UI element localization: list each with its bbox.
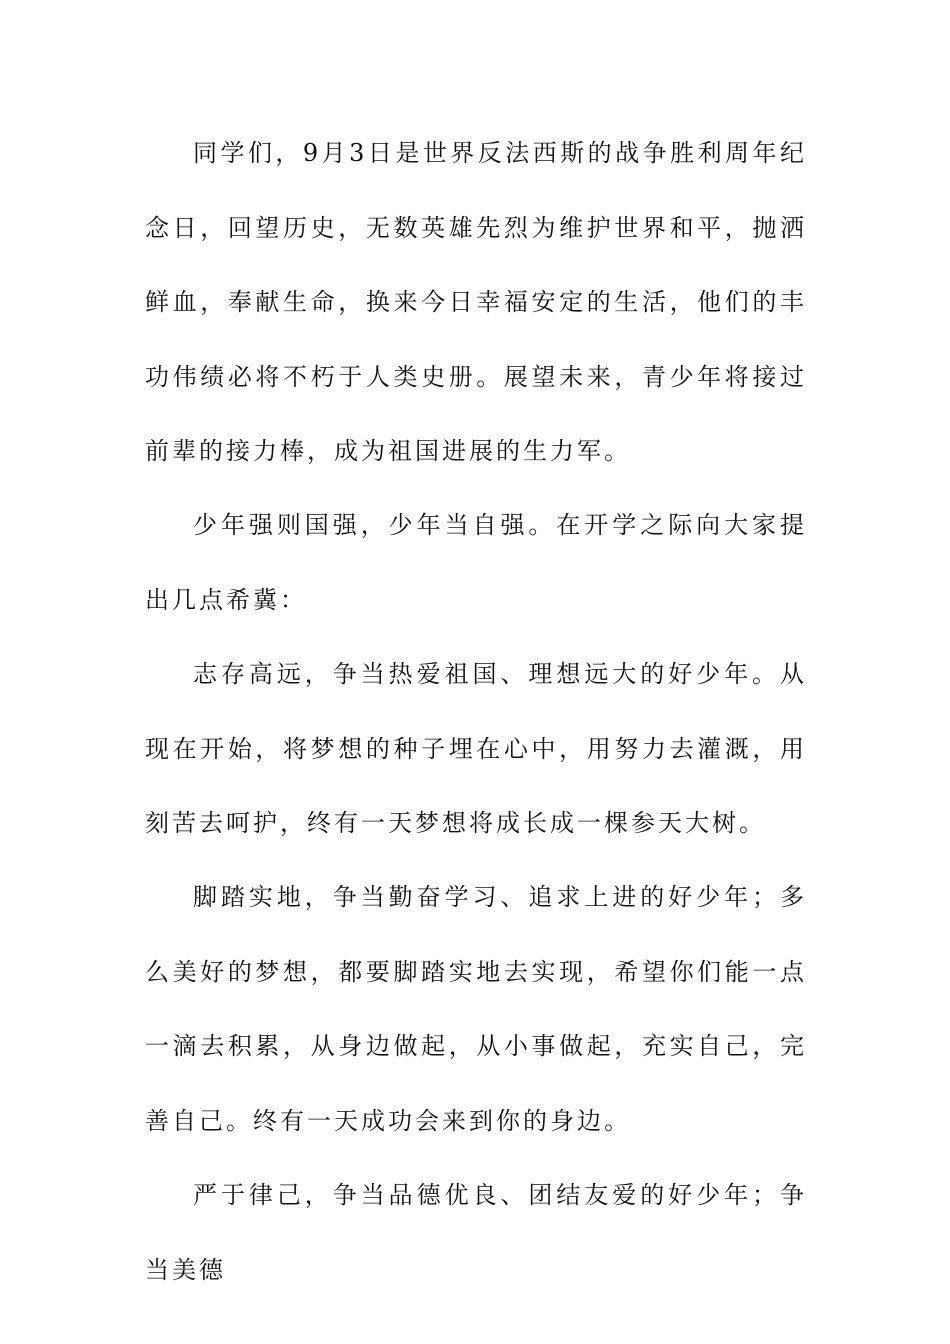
paragraph: 少年强则国强，少年当自强。在开学之际向大家提出几点希冀： <box>145 511 807 614</box>
paragraph: 志存高远，争当热爱祖国、理想远大的好少年。从现在开始，将梦想的种子埋在心中，用努力去灌溉，用刻苦去呵护，终有一天梦想将成长成一棵参天大树。 <box>145 660 807 837</box>
paragraph: 同学们，9月3日是世界反法西斯的战争胜利周年纪念日，回望历史，无数英雄先烈为维护世界和平，抛洒鲜血，奉献生命，换来今日幸福安定的生活，他们的丰功伟绩必将不朽于人类史册。展望未来，青少年将接过前辈的接力棒，成为祖国进展的生力军。 <box>145 139 807 465</box>
paragraph: 脚踏实地，争当勤奋学习、追求上进的好少年；多么美好的梦想，都要脚踏实地去实现，希望你们能一点一滴去积累，从身边做起，从小事做起，充实自己，完善自己。终有一天成功会来到你的身边。 <box>145 883 807 1135</box>
paragraph: 严于律己，争当品德优良、团结友爱的好少年；争当美德 <box>145 1181 807 1284</box>
